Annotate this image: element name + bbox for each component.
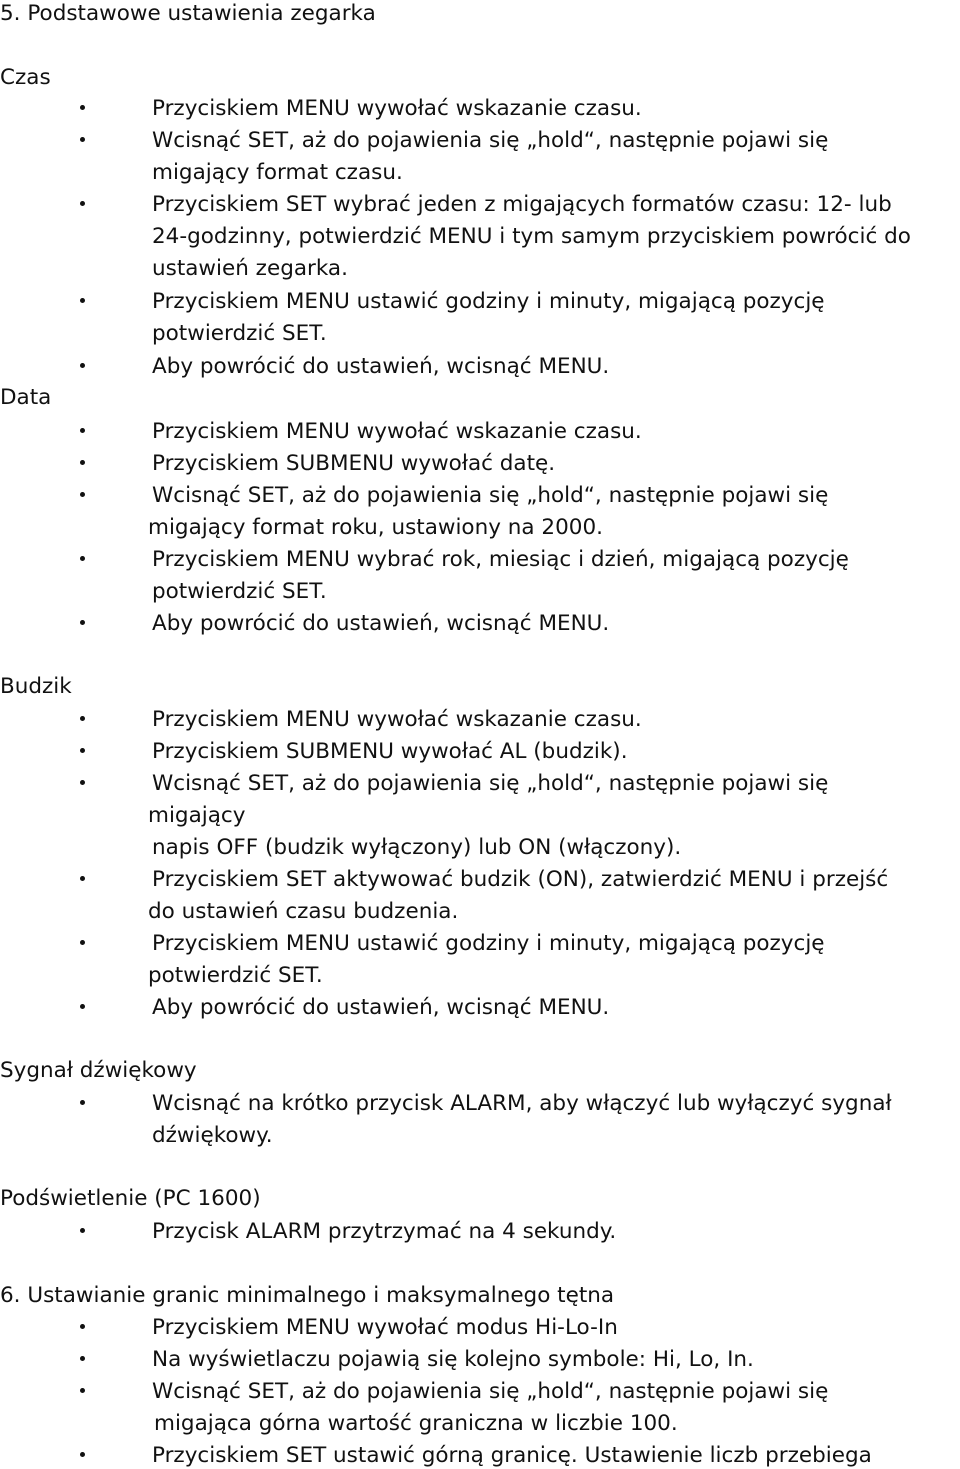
bullet — [80, 1452, 85, 1457]
data-step-4-cont: potwierdzić SET. — [152, 579, 327, 604]
bullet — [80, 137, 85, 142]
budzik-step-6: Aby powrócić do ustawień, wcisnąć MENU. — [152, 995, 610, 1020]
data-step-2: Przyciskiem SUBMENU wywołać datę. — [152, 451, 556, 476]
data-step-3: Wcisnąć SET, aż do pojawienia się „hold“, następnie pojawi się — [152, 483, 829, 508]
bullet — [80, 1324, 85, 1329]
czas-step-3: Przyciskiem SET wybrać jeden z migających formatów czasu: 12- lub — [152, 192, 892, 217]
bullet — [80, 940, 85, 945]
bullet — [80, 1356, 85, 1361]
tetno-step-4: Przyciskiem SET ustawić górną granicę. Ustawienie liczb przebiega — [152, 1443, 872, 1468]
data-step-1: Przyciskiem MENU wywołać wskazanie czasu. — [152, 419, 642, 444]
czas-step-3-cont: ustawień zegarka. — [152, 256, 348, 281]
budzik-step-1: Przyciskiem MENU wywołać wskazanie czasu. — [152, 707, 642, 732]
data-heading: Data — [0, 385, 52, 410]
bullet — [80, 1004, 85, 1009]
bullet — [80, 780, 85, 785]
czas-step-2: Wcisnąć SET, aż do pojawienia się „hold“, następnie pojawi się — [152, 128, 829, 153]
tetno-step-2: Na wyświetlaczu pojawią się kolejno symbole: Hi, Lo, In. — [152, 1347, 754, 1372]
budzik-heading: Budzik — [0, 674, 72, 699]
budzik-step-3-cont: migający — [148, 803, 246, 828]
czas-step-2-cont: migający format czasu. — [152, 160, 403, 185]
bullet — [80, 556, 85, 561]
bullet — [80, 201, 85, 206]
czas-step-1: Przyciskiem MENU wywołać wskazanie czasu. — [152, 96, 642, 121]
bullet — [80, 1388, 85, 1393]
section-6-heading: 6. Ustawianie granic minimalnego i maksymalnego tętna — [0, 1283, 615, 1308]
sygnal-step-1: Wcisnąć na krótko przycisk ALARM, aby włączyć lub wyłączyć sygnał — [152, 1091, 892, 1116]
czas-step-3-cont: 24-godzinny, potwierdzić MENU i tym samym przyciskiem powrócić do — [152, 224, 911, 249]
podswietlenie-heading: Podświetlenie (PC 1600) — [0, 1186, 261, 1211]
data-step-3-cont: migający format roku, ustawiony na 2000. — [148, 515, 603, 540]
bullet — [80, 363, 85, 368]
tetno-step-1: Przyciskiem MENU wywołać modus Hi-Lo-In — [152, 1315, 618, 1340]
budzik-step-4: Przyciskiem SET aktywować budzik (ON), zatwierdzić MENU i przejść — [152, 867, 889, 892]
bullet — [80, 1228, 85, 1233]
sygnal-heading: Sygnał dźwiękowy — [0, 1058, 197, 1083]
czas-heading: Czas — [0, 65, 51, 90]
bullet — [80, 428, 85, 433]
budzik-step-5-cont: potwierdzić SET. — [148, 963, 323, 988]
sygnal-step-1-cont: dźwiękowy. — [152, 1123, 273, 1148]
bullet — [80, 620, 85, 625]
budzik-step-5: Przyciskiem MENU ustawić godziny i minuty, migającą pozycję — [152, 931, 825, 956]
budzik-step-2: Przyciskiem SUBMENU wywołać AL (budzik). — [152, 739, 628, 764]
section-5-heading: 5. Podstawowe ustawienia zegarka — [0, 1, 376, 26]
budzik-step-3: Wcisnąć SET, aż do pojawienia się „hold“, następnie pojawi się — [152, 771, 829, 796]
bullet — [80, 876, 85, 881]
bullet — [80, 460, 85, 465]
bullet — [80, 748, 85, 753]
podswietlenie-step-1: Przycisk ALARM przytrzymać na 4 sekundy. — [152, 1219, 617, 1244]
tetno-step-3: Wcisnąć SET, aż do pojawienia się „hold“, następnie pojawi się — [152, 1379, 829, 1404]
czas-step-4: Przyciskiem MENU ustawić godziny i minuty, migającą pozycję — [152, 289, 825, 314]
bullet — [80, 298, 85, 303]
tetno-step-3-cont: migająca górna wartość graniczna w liczbie 100. — [154, 1411, 678, 1436]
data-step-5: Aby powrócić do ustawień, wcisnąć MENU. — [152, 611, 610, 636]
bullet — [80, 1100, 85, 1105]
bullet — [80, 105, 85, 110]
bullet — [80, 716, 85, 721]
data-step-4: Przyciskiem MENU wybrać rok, miesiąc i dzień, migającą pozycję — [152, 547, 849, 572]
budzik-step-3-cont: napis OFF (budzik wyłączony) lub ON (włączony). — [152, 835, 682, 860]
bullet — [80, 492, 85, 497]
budzik-step-4-cont: do ustawień czasu budzenia. — [148, 899, 459, 924]
czas-step-5: Aby powrócić do ustawień, wcisnąć MENU. — [152, 354, 610, 379]
czas-step-4-cont: potwierdzić SET. — [152, 321, 327, 346]
